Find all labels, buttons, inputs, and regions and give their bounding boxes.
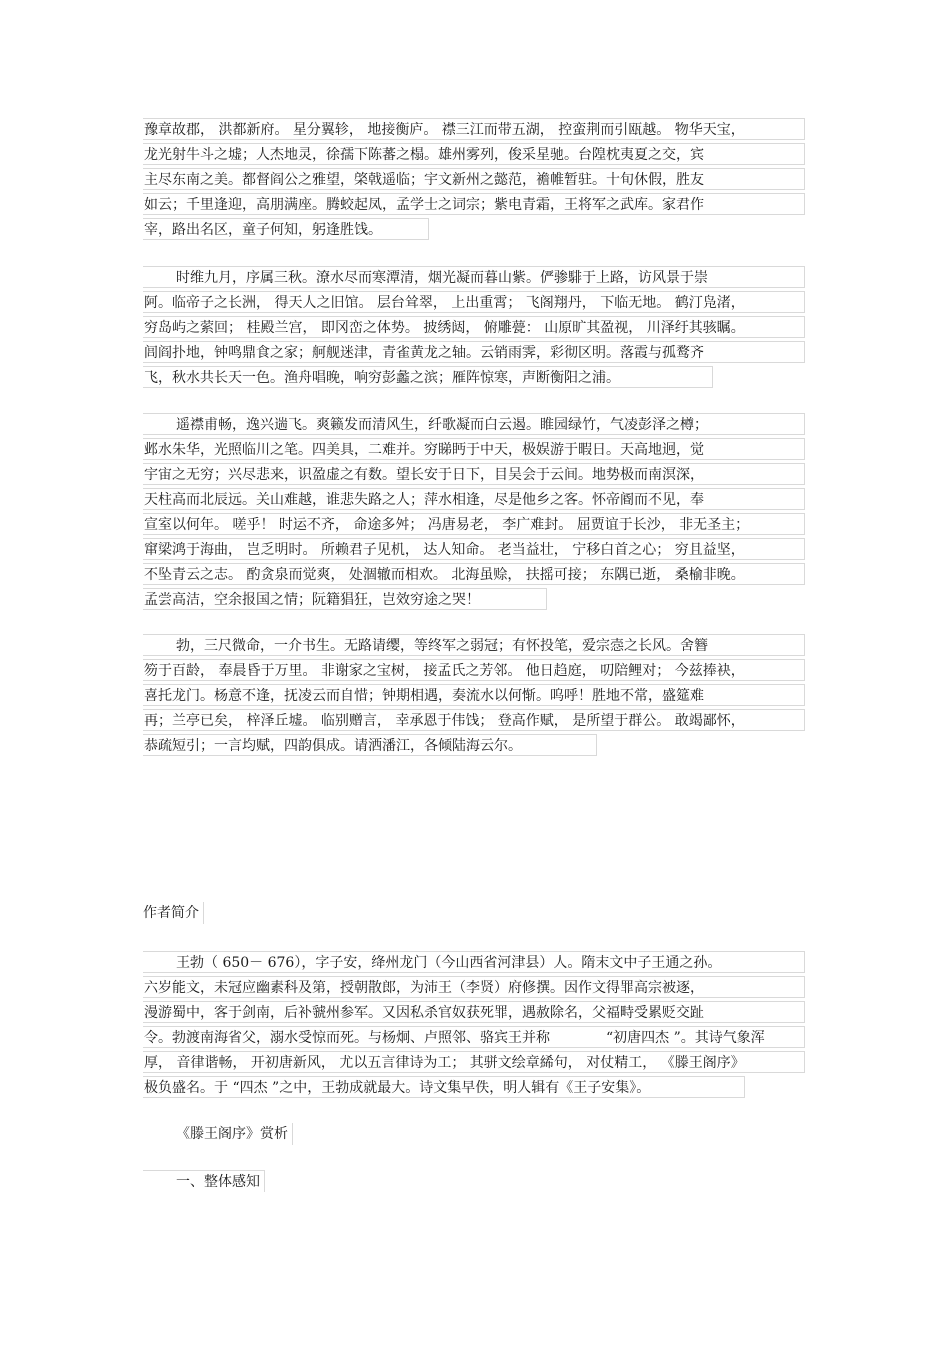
bio-line: 厚， 音律谐畅， 开初唐新风， 尤以五言律诗为工； 其骈文绘章絺句， 对仗精工， 《滕王阁序》 (143, 1051, 805, 1073)
paragraph-line: 再；兰亭已矣， 梓泽丘墟。 临别赠言， 幸承恩于伟饯； 登高作赋， 是所望于群公。 敢竭鄙怀， (143, 709, 805, 731)
paragraph-line: 飞，秋水共长天一色。渔舟唱晚，响穷彭蠡之滨；雁阵惊寒，声断衡阳之浦。 (143, 366, 713, 388)
paragraph-line: 如云；千里逢迎，高朋满座。腾蛟起凤，孟学士之词宗；紫电青霜，王将军之武库。家君作 (143, 193, 805, 215)
paragraph-line: 遥襟甫畅，逸兴遄飞。爽籁发而清风生，纤歌凝而白云遏。睢园绿竹，气凌彭泽之樽； (143, 413, 805, 435)
paragraph-line: 宣室以何年。 嗟乎！ 时运不齐， 命途多舛； 冯唐易老， 李广难封。 屈贾谊于长沙， 非无圣主； (143, 513, 805, 535)
paragraph-line: 豫章故郡， 洪都新府。 星分翼轸， 地接衡庐。 襟三江而带五湖， 控蛮荆而引瓯越。 物华天宝， (143, 118, 805, 140)
paragraph-line: 不坠青云之志。 酌贪泉而觉爽， 处涸辙而相欢。 北海虽赊， 扶摇可接； 东隅已逝， 桑榆非晚。 (143, 563, 805, 585)
author-heading: 作者简介 (143, 902, 204, 924)
paragraph-line: 闾阎扑地，钟鸣鼎食之家；舸舰迷津，青雀黄龙之轴。云销雨霁，彩彻区明。落霞与孤鹜齐 (143, 341, 805, 363)
bio-line: 六岁能文，未冠应幽素科及第，授朝散郎，为沛王（李贤）府修撰。因作文得罪高宗被逐， (143, 976, 805, 998)
paragraph-line: 龙光射牛斗之墟；人杰地灵，徐孺下陈蕃之榻。雄州雾列，俊采星驰。台隍枕夷夏之交，宾 (143, 143, 805, 165)
bio-line: 漫游蜀中，客于剑南，后补虢州参军。又因私杀官奴获死罪，遇赦除名，父福畤受累贬交趾 (143, 1001, 805, 1023)
paragraph-line: 恭疏短引；一言均赋，四韵俱成。请洒潘江，各倾陆海云尔。 (143, 734, 597, 756)
paragraph-line: 时维九月，序属三秋。潦水尽而寒潭清，烟光凝而暮山紫。俨骖騑于上路，访风景于崇 (143, 266, 805, 288)
bio-line: 王勃（ 650－ 676），字子安，绛州龙门（今山西省河津县）人。隋末文中子王通之孙。 (143, 951, 805, 973)
bio-line: 极负盛名。于 “四杰 ”之中，王勃成就最大。诗文集早佚，明人辑有《王子安集》。 (143, 1076, 745, 1098)
paragraph-line: 喜托龙门。杨意不逢，抚凌云而自惜；钟期相遇，奏流水以何惭。呜呼！胜地不常，盛筵难 (143, 684, 805, 706)
paragraph-line: 窜梁鸿于海曲， 岂乏明时。 所赖君子见机， 达人知命。 老当益壮， 宁移白首之心； 穷且益坚， (143, 538, 805, 560)
paragraph-line: 阿。临帝子之长洲， 得天人之旧馆。 层台耸翠， 上出重霄； 飞阁翔丹， 下临无地。 鹤汀凫渚， (143, 291, 805, 313)
paragraph-line: 宰，路出名区，童子何知，躬逢胜饯。 (143, 218, 429, 240)
paragraph-line: 天柱高而北辰远。关山难越，谁悲失路之人；萍水相逢，尽是他乡之客。怀帝阍而不见，奉 (143, 488, 805, 510)
paragraph-line: 主尽东南之美。都督阎公之雅望，棨戟遥临；宇文新州之懿范，襜帷暂驻。十旬休假，胜友 (143, 168, 805, 190)
bio-line: 令。勃渡南海省父，溺水受惊而死。与杨炯、卢照邻、骆宾王并称 “初唐四杰 ”。其诗气象浑 (143, 1026, 805, 1048)
paragraph-line: 笏于百龄， 奉晨昏于万里。 非谢家之宝树， 接孟氏之芳邻。 他日趋庭， 叨陪鲤对； 今兹捧袂， (143, 659, 805, 681)
paragraph-line: 宇宙之无穷；兴尽悲来，识盈虚之有数。望长安于日下，目吴会于云间。地势极而南溟深， (143, 463, 805, 485)
paragraph-line: 勃，三尺微命，一介书生。无路请缨，等终军之弱冠；有怀投笔，爱宗悫之长风。舍簪 (143, 634, 805, 656)
paragraph-line: 邺水朱华，光照临川之笔。四美具，二难并。穷睇眄于中天，极娱游于暇日。天高地迥，觉 (143, 438, 805, 460)
section-one-heading: 一、整体感知 (143, 1170, 265, 1192)
analysis-heading: 《滕王阁序》赏析 (143, 1123, 293, 1145)
paragraph-line: 孟尝高洁，空余报国之情；阮籍猖狂，岂效穷途之哭！ (143, 588, 547, 610)
paragraph-line: 穷岛屿之萦回； 桂殿兰宫， 即冈峦之体势。 披绣闼， 俯雕甍： 山原旷其盈视， 川泽纡其骇瞩。 (143, 316, 805, 338)
